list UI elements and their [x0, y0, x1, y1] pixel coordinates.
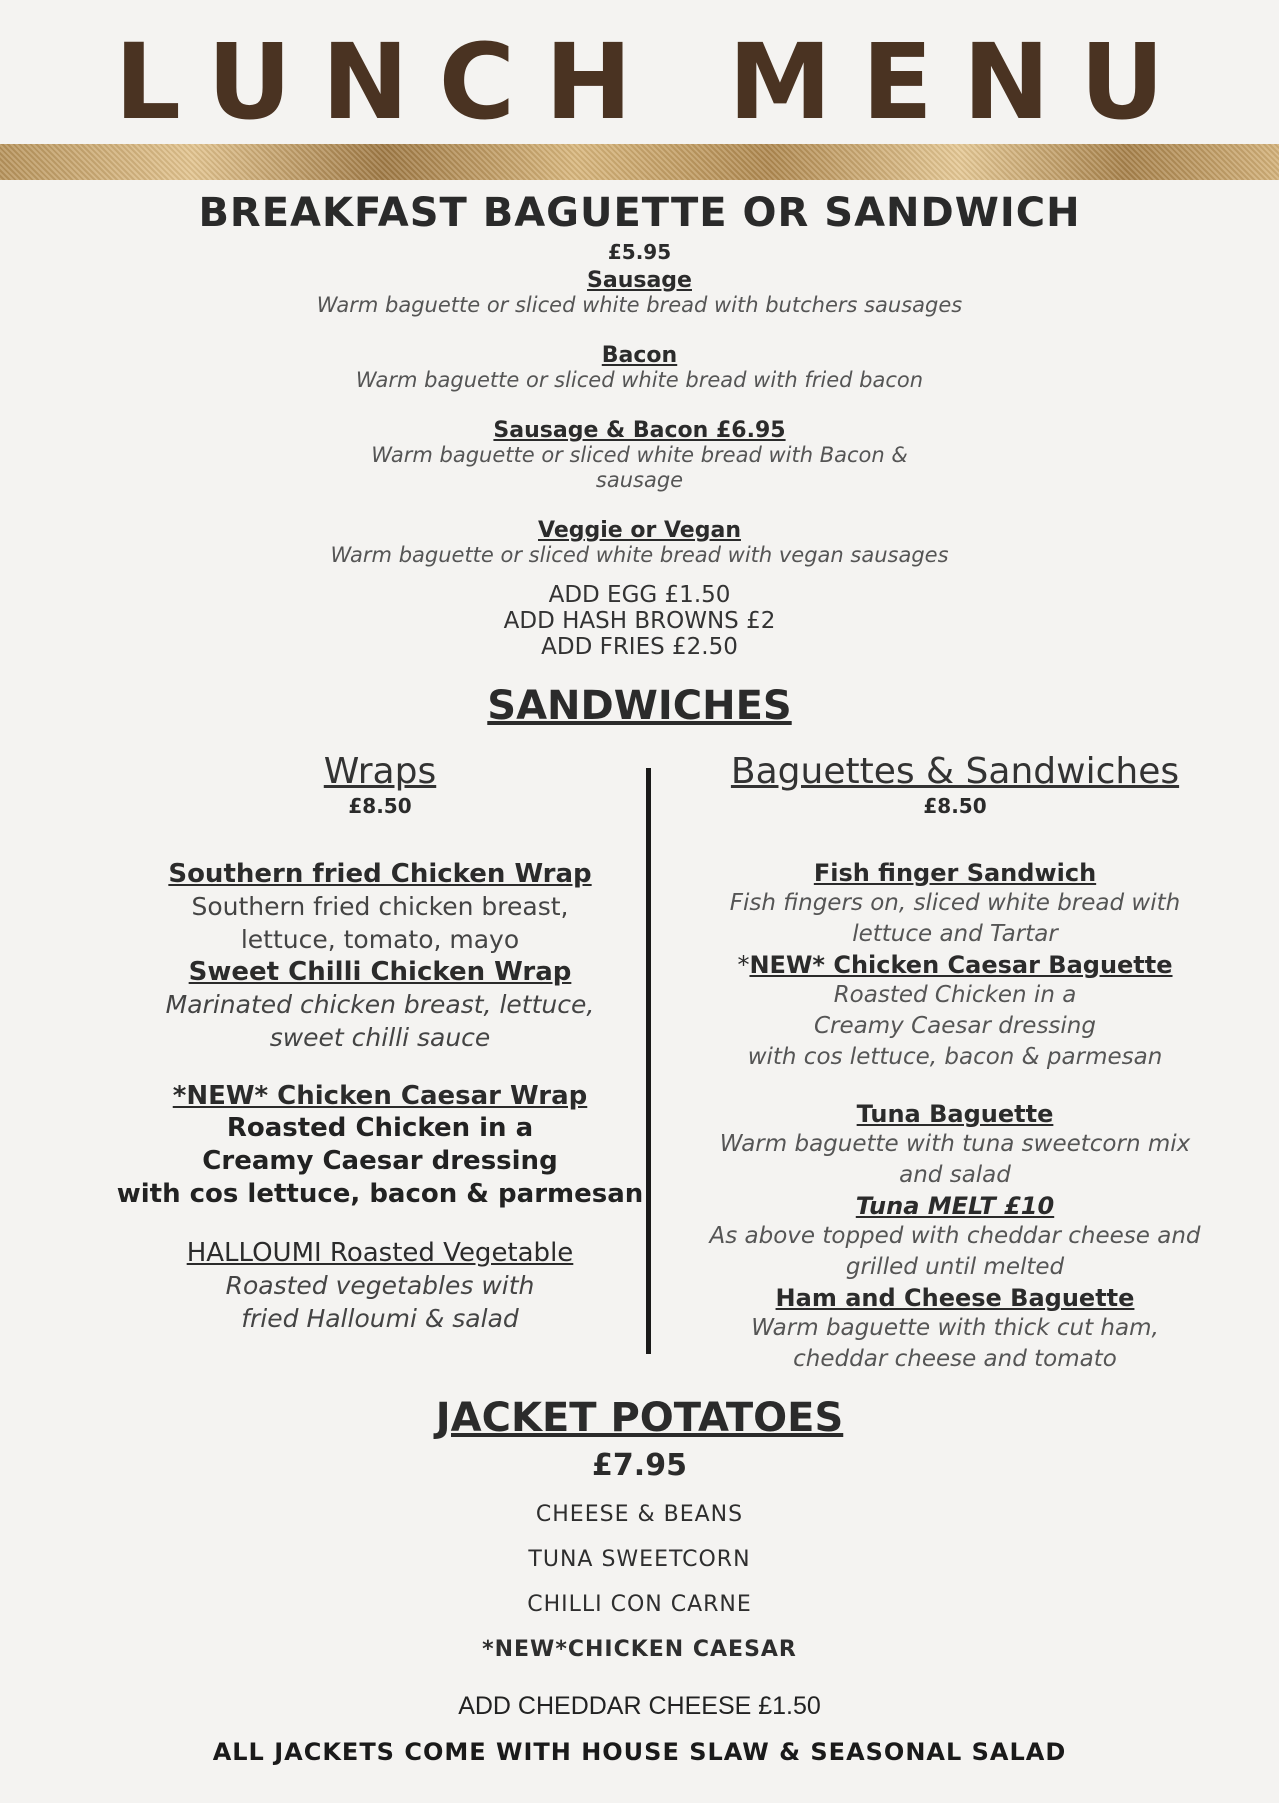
item-desc: Warm baguette with tuna sweetcorn mix: [719, 1131, 1191, 1157]
wraps-column: [110, 750, 650, 1335]
wrap-item: [110, 1237, 650, 1335]
breakfast-heading: BREAKFAST BAGUETTE OR SANDWICH: [198, 190, 1081, 236]
column-divider: [646, 768, 651, 1354]
item-desc: with cos lettuce, bacon & parmesan: [747, 1044, 1163, 1070]
item-desc: fried Halloumi & salad: [241, 1304, 519, 1333]
baguette-item: [680, 1191, 1230, 1283]
wraps-heading: Wraps: [323, 751, 437, 792]
item-title: Sweet Chilli Chicken Wrap: [188, 957, 572, 987]
jacket-item: CHEESE & BEANS: [535, 1502, 744, 1527]
item-desc: sweet chilli sauce: [269, 1023, 491, 1052]
baguette-item: [680, 1283, 1230, 1375]
baguettes-heading: Baguettes & Sandwiches: [730, 751, 1180, 792]
item-title: Tuna Baguette: [856, 1100, 1054, 1128]
item-desc: Creamy Caesar dressing: [814, 1013, 1096, 1039]
breakfast-item-veggie: [0, 518, 1279, 568]
item-desc: grilled until melted: [845, 1254, 1065, 1280]
baguette-item: [680, 858, 1230, 950]
jacket-item: *NEW*CHICKEN CAESAR: [482, 1637, 797, 1662]
item-desc: Warm baguette or sliced white bread with butchers sausages: [316, 293, 963, 317]
baguettes-column: [680, 750, 1230, 1375]
item-title: HALLOUMI Roasted Vegetable: [186, 1238, 574, 1268]
breakfast-item-sausage: [0, 268, 1279, 318]
item-desc: As above topped with cheddar cheese and: [709, 1223, 1201, 1249]
item-title: Fish finger Sandwich: [813, 859, 1097, 887]
gold-foil-band: [0, 144, 1279, 180]
wrap-item: [110, 956, 650, 1054]
item-desc: Warm baguette with thick cut ham,: [751, 1315, 1159, 1341]
item-desc: Warm baguette or sliced white bread with vegan sausages: [330, 543, 949, 567]
item-title-prefix: *: [737, 951, 750, 979]
item-desc: Roasted Chicken in a: [226, 1113, 534, 1143]
item-title: *NEW* Chicken Caesar Wrap: [172, 1081, 588, 1111]
breakfast-addons: [0, 582, 1279, 660]
breakfast-price: £5.95: [607, 240, 672, 264]
addon-item: ADD EGG £1.50: [548, 582, 731, 608]
item-title: Sausage: [587, 268, 692, 293]
baguette-item: [680, 950, 1230, 1073]
item-desc: and salad: [899, 1162, 1011, 1188]
item-desc: lettuce, tomato, mayo: [240, 925, 520, 954]
jacket-item: CHILLI CON CARNE: [527, 1592, 752, 1617]
item-desc: Roasted vegetables with: [225, 1271, 535, 1300]
item-title: Tuna MELT £10: [855, 1192, 1055, 1220]
item-desc: Creamy Caesar dressing: [202, 1146, 558, 1176]
item-desc: cheddar cheese and tomato: [793, 1346, 1117, 1372]
item-title: Ham and Cheese Baguette: [775, 1284, 1135, 1312]
jackets-addon: ADD CHEDDAR CHEESE £1.50: [458, 1692, 821, 1720]
item-title: Veggie or Vegan: [538, 518, 741, 543]
wrap-item: [110, 858, 650, 956]
jackets-heading: JACKET POTATOES: [435, 1395, 844, 1441]
item-desc: Warm baguette or sliced white bread with fried bacon: [355, 368, 924, 392]
baguettes-price: £8.50: [923, 794, 987, 818]
jackets-price: £7.95: [592, 1448, 687, 1483]
item-title: [680, 950, 1230, 980]
wrap-item: [110, 1080, 650, 1211]
sandwiches-heading: SANDWICHES: [487, 683, 792, 729]
item-title: Southern fried Chicken Wrap: [168, 859, 592, 889]
item-title-text: NEW* Chicken Caesar Baguette: [749, 951, 1173, 979]
item-desc: lettuce and Tartar: [852, 921, 1058, 947]
item-desc: Warm baguette or sliced white bread with Bacon &: [371, 443, 908, 467]
item-desc: Marinated chicken breast, lettuce,: [165, 990, 595, 1019]
item-desc: Southern fried chicken breast,: [191, 892, 569, 921]
jacket-item: TUNA SWEETCORN: [528, 1547, 751, 1572]
page-title: LUNCH MENU: [114, 21, 1195, 143]
item-title: Sausage & Bacon £6.95: [493, 418, 786, 443]
addon-item: ADD HASH BROWNS £2: [503, 608, 776, 634]
jackets-footer: ALL JACKETS COME WITH HOUSE SLAW & SEASONAL SALAD: [212, 1738, 1067, 1766]
baguette-item: [680, 1099, 1230, 1191]
wraps-price: £8.50: [348, 794, 412, 818]
item-desc: Fish fingers on, sliced white bread with: [729, 890, 1181, 916]
breakfast-item-sausage-bacon: [0, 418, 1279, 493]
item-desc-cont: sausage: [595, 468, 684, 492]
item-title: Bacon: [601, 343, 678, 368]
item-desc: Roasted Chicken in a: [833, 982, 1077, 1008]
addon-item: ADD FRIES £2.50: [541, 634, 738, 660]
item-desc: with cos lettuce, bacon & parmesan: [116, 1179, 644, 1209]
breakfast-item-bacon: [0, 343, 1279, 393]
